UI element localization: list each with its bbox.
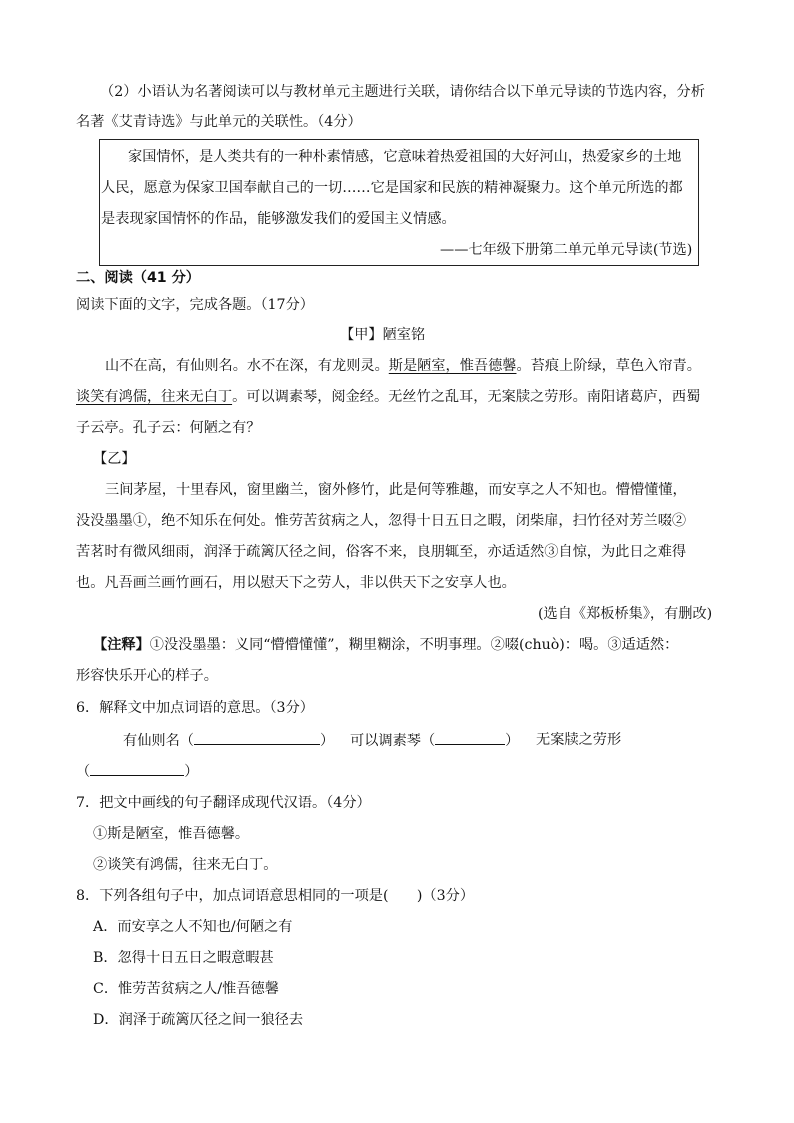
- underlined-sentence-2: 谈笑有鸿儒，往来无白丁: [76, 389, 233, 405]
- yi-line4: 也。凡吾画兰画竹画石，用以慰天下之劳人，非以供天下之安享人也。: [76, 575, 516, 591]
- jia-line1-rest: 。苔痕上阶绿，草色入帘青。: [516, 358, 701, 374]
- q6-paren-a: ）: [319, 733, 335, 749]
- quote-line3: 是表现家国情怀的作品，能够激发我们的爱国主义情感。: [101, 211, 456, 227]
- jia-line1: [105, 356, 701, 376]
- answer-blank-b[interactable]: [435, 730, 505, 745]
- section-intro: 阅读下面的文字，完成各题。（17分）: [76, 297, 314, 313]
- jia-line2: [76, 387, 700, 407]
- underlined-sentence-1: 斯是陋室，惟吾德馨: [388, 358, 517, 374]
- note-text: ①没没墨墨：义同“懵懵懂懂”，糊里糊涂，不明事理。②啜(chuò)：喝。③适适然：: [149, 637, 679, 653]
- q6-item-c: 无案牍之劳形: [536, 732, 622, 748]
- note-line2: 形容快乐开心的样子。: [76, 668, 218, 684]
- yi-title: 【乙】: [93, 451, 136, 467]
- yi-line2: 没没墨墨①，绝不知乐在何处。惟劳苦贫病之人，忽得十日五日之暇，闭柴扉，扫竹径对芳兰啜②: [76, 513, 687, 529]
- jia-line2-rest: 。可以调素琴，阅金经。无丝竹之乱耳，无案牍之劳形。南阳诸葛庐，西蜀: [232, 389, 701, 405]
- q8-option-b[interactable]: B．忽得十日五日之暇意暇甚: [93, 950, 274, 966]
- q6-paren-c-open: （: [76, 764, 91, 780]
- quote-line1: 家国情怀，是人类共有的一种朴素情感，它意味着热爱祖国的大好河山，热爱家乡的土地: [128, 149, 682, 165]
- q6-item-a-text: 有仙则名（: [123, 733, 194, 749]
- jia-title: 【甲】陋室铭: [340, 327, 426, 343]
- yi-source: (选自《郑板桥集》，有删改): [538, 606, 713, 622]
- section-title: 二、阅读（41 分）: [76, 270, 200, 286]
- yi-line3: 苦茗时有微风细雨，润泽于疏篱仄径之间，俗客不来，良朋辄至，亦适适然③自惊，为此日之难得: [76, 544, 687, 560]
- q8-stem: 8．下列各组句子中，加点词语意思相同的一项是( )（3分）: [76, 888, 475, 904]
- q7-sentence-2: ②谈笑有鸿儒，往来无白丁。: [93, 857, 278, 873]
- q7-stem: 7．把文中画线的句子翻译成现代汉语。（4分）: [76, 795, 371, 811]
- q2-line2: 名著《艾青诗选》与此单元的关联性。（4分）: [76, 114, 362, 130]
- q6-paren-b: ）: [505, 733, 520, 749]
- jia-line3: 子云亭。孔子云：何陋之有？: [76, 420, 261, 436]
- q8-option-c[interactable]: C．惟劳苦贫病之人/惟吾德馨: [93, 981, 279, 997]
- answer-blank-c[interactable]: [90, 761, 184, 776]
- q6-item-c-blank: [76, 761, 198, 782]
- quote-source: ——七年级下册第二单元单元导读(节选): [440, 242, 693, 258]
- q2-line1: （2）小语认为名著阅读可以与教材单元主题进行关联，请你结合以下单元导读的节选内容，分析: [100, 84, 705, 100]
- q6-item-a: [123, 730, 334, 751]
- q6-paren-c-close: ）: [184, 764, 199, 780]
- q8-option-a[interactable]: A．而安享之人不知也/何陋之有: [93, 919, 293, 935]
- note-label: 【注释】: [93, 637, 150, 653]
- q7-sentence-1: ①斯是陋室，惟吾德馨。: [93, 826, 250, 842]
- q8-option-d[interactable]: D．润泽于疏篱仄径之间一狼径去: [93, 1012, 304, 1028]
- jia-line1-text: 山不在高，有仙则名。水不在深，有龙则灵。: [105, 358, 389, 374]
- yi-line1: 三间茅屋，十里春风，窗里幽兰，窗外修竹，此是何等雅趣，而安享之人不知也。懵懵懂懂，: [105, 482, 687, 498]
- q6-item-b: [350, 730, 519, 751]
- q6-item-b-text: 可以调素琴（: [350, 733, 436, 749]
- q6-stem: 6．解释文中加点词语的意思。（3分）: [76, 700, 314, 716]
- quote-line2: 人民，愿意为保家卫国奉献自己的一切……它是国家和民族的精神凝聚力。这个单元所选的都: [101, 180, 683, 196]
- answer-blank-a[interactable]: [194, 730, 320, 745]
- note-line1: [93, 635, 678, 655]
